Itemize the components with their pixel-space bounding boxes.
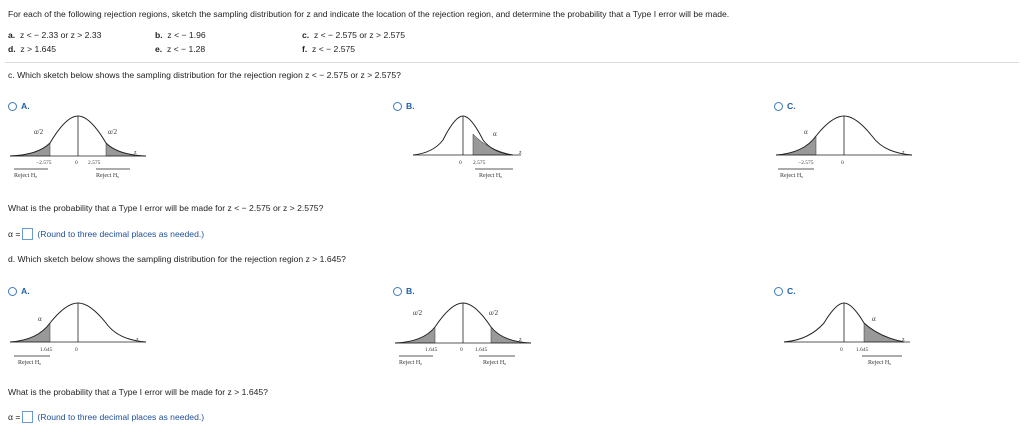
reject-left: Reject H₀: [399, 360, 423, 366]
part-c: c. z < − 2.575 or z > 2.575: [302, 30, 405, 40]
section-c-probability-question: What is the probability that a Type I error will be made for z < − 2.575 or z > 2.575?: [8, 203, 324, 213]
section-c-answer-row: [8, 228, 204, 240]
z-label: z: [136, 337, 139, 343]
section-c-question: c. Which sketch below shows the sampling distribution for the rejection region z < − 2.575 or z > 2.575?: [8, 70, 401, 80]
section-c-sketch-b: [393, 110, 533, 180]
tick-left: −2.575: [798, 160, 814, 166]
section-d-sketch-a: [8, 297, 148, 367]
tick-left: 1.645: [40, 347, 53, 353]
alpha-right-label: α/2: [108, 128, 118, 136]
z-label: z: [902, 337, 905, 343]
part-e: e. z < − 1.28: [155, 44, 206, 54]
section-c-sketch-a: [8, 110, 148, 180]
tick-left: −2.575: [36, 160, 52, 166]
z-label: z: [902, 150, 905, 156]
tick-left: 1.645: [425, 347, 438, 353]
section-d-question: d. Which sketch below shows the sampling distribution for the rejection region z > 1.645?: [8, 254, 346, 264]
left-tail-region: [10, 323, 50, 342]
radio-icon[interactable]: [8, 287, 17, 296]
tick-zero: 0: [75, 347, 78, 353]
section-d-option-b[interactable]: B.: [393, 286, 415, 296]
radio-icon[interactable]: [393, 287, 402, 296]
round-hint: (Round to three decimal places as needed.): [37, 229, 205, 239]
alpha-label: α =: [8, 412, 21, 422]
left-tail-region: [395, 327, 435, 343]
alpha-left-label: α/2: [34, 128, 44, 136]
tick-zero: 0: [840, 347, 843, 353]
section-c-option-c[interactable]: C.: [774, 101, 796, 111]
tick-zero: 0: [841, 160, 844, 166]
section-d-sketch-b: [393, 297, 533, 367]
section-d-probability-question: What is the probability that a Type I error will be made for z > 1.645?: [8, 387, 268, 397]
part-f: f. z < − 2.575: [302, 44, 356, 54]
section-d-sketch-c: [774, 297, 914, 367]
alpha-input[interactable]: [22, 411, 33, 423]
alpha-left-label: α/2: [413, 309, 423, 317]
instructions: For each of the following rejection regions, sketch the sampling distribution for z and indicate the location of the rejection region, and determine the probability that a Type I error will be made.: [8, 9, 730, 19]
alpha-label: α: [804, 128, 808, 136]
alpha-right-label: α/2: [489, 309, 499, 317]
z-label: z: [134, 150, 137, 156]
tick-right: 2.575: [88, 160, 101, 166]
alpha-label: α =: [8, 229, 21, 239]
part-d: d. z > 1.645: [8, 44, 57, 54]
section-d-answer-row: [8, 411, 204, 423]
tick-zero: 0: [459, 160, 462, 166]
tick-right: 2.575: [473, 160, 486, 166]
section-c-sketch-c: [774, 110, 914, 180]
alpha-label: α: [38, 315, 42, 323]
z-label: z: [519, 337, 522, 343]
right-tail-region: [106, 143, 146, 156]
section-c-option-a[interactable]: A.: [8, 101, 30, 111]
tick-zero: 0: [460, 347, 463, 353]
z-label: z: [519, 150, 522, 156]
section-c-option-b[interactable]: B.: [393, 101, 415, 111]
reject-label: Reject H₀: [18, 360, 42, 366]
reject-label: Reject H₀: [479, 173, 503, 179]
radio-icon[interactable]: [774, 287, 783, 296]
section-d-option-c[interactable]: C.: [774, 286, 796, 296]
tick-right: 1.645: [475, 347, 488, 353]
reject-label: Reject H₀: [780, 173, 804, 179]
divider: [5, 62, 1019, 63]
alpha-label: α: [493, 130, 497, 138]
right-tail-region: [864, 323, 904, 342]
right-tail-region: [491, 327, 531, 343]
tick-right: 1.645: [856, 347, 869, 353]
reject-right: Reject H₀: [483, 360, 507, 366]
part-a: a. z < − 2.33 or z > 2.33: [8, 30, 102, 40]
reject-left: Reject H₀: [14, 173, 38, 179]
left-tail-region: [776, 136, 816, 155]
alpha-input[interactable]: [22, 228, 33, 240]
left-tail-region: [10, 143, 50, 156]
reject-right: Reject H₀: [96, 173, 120, 179]
tick-zero: 0: [75, 160, 78, 166]
reject-label: Reject H₀: [868, 360, 892, 366]
section-d-option-a[interactable]: A.: [8, 286, 30, 296]
part-b: b. z < − 1.96: [155, 30, 206, 40]
alpha-label: α: [872, 315, 876, 323]
round-hint: (Round to three decimal places as needed.): [37, 412, 205, 422]
